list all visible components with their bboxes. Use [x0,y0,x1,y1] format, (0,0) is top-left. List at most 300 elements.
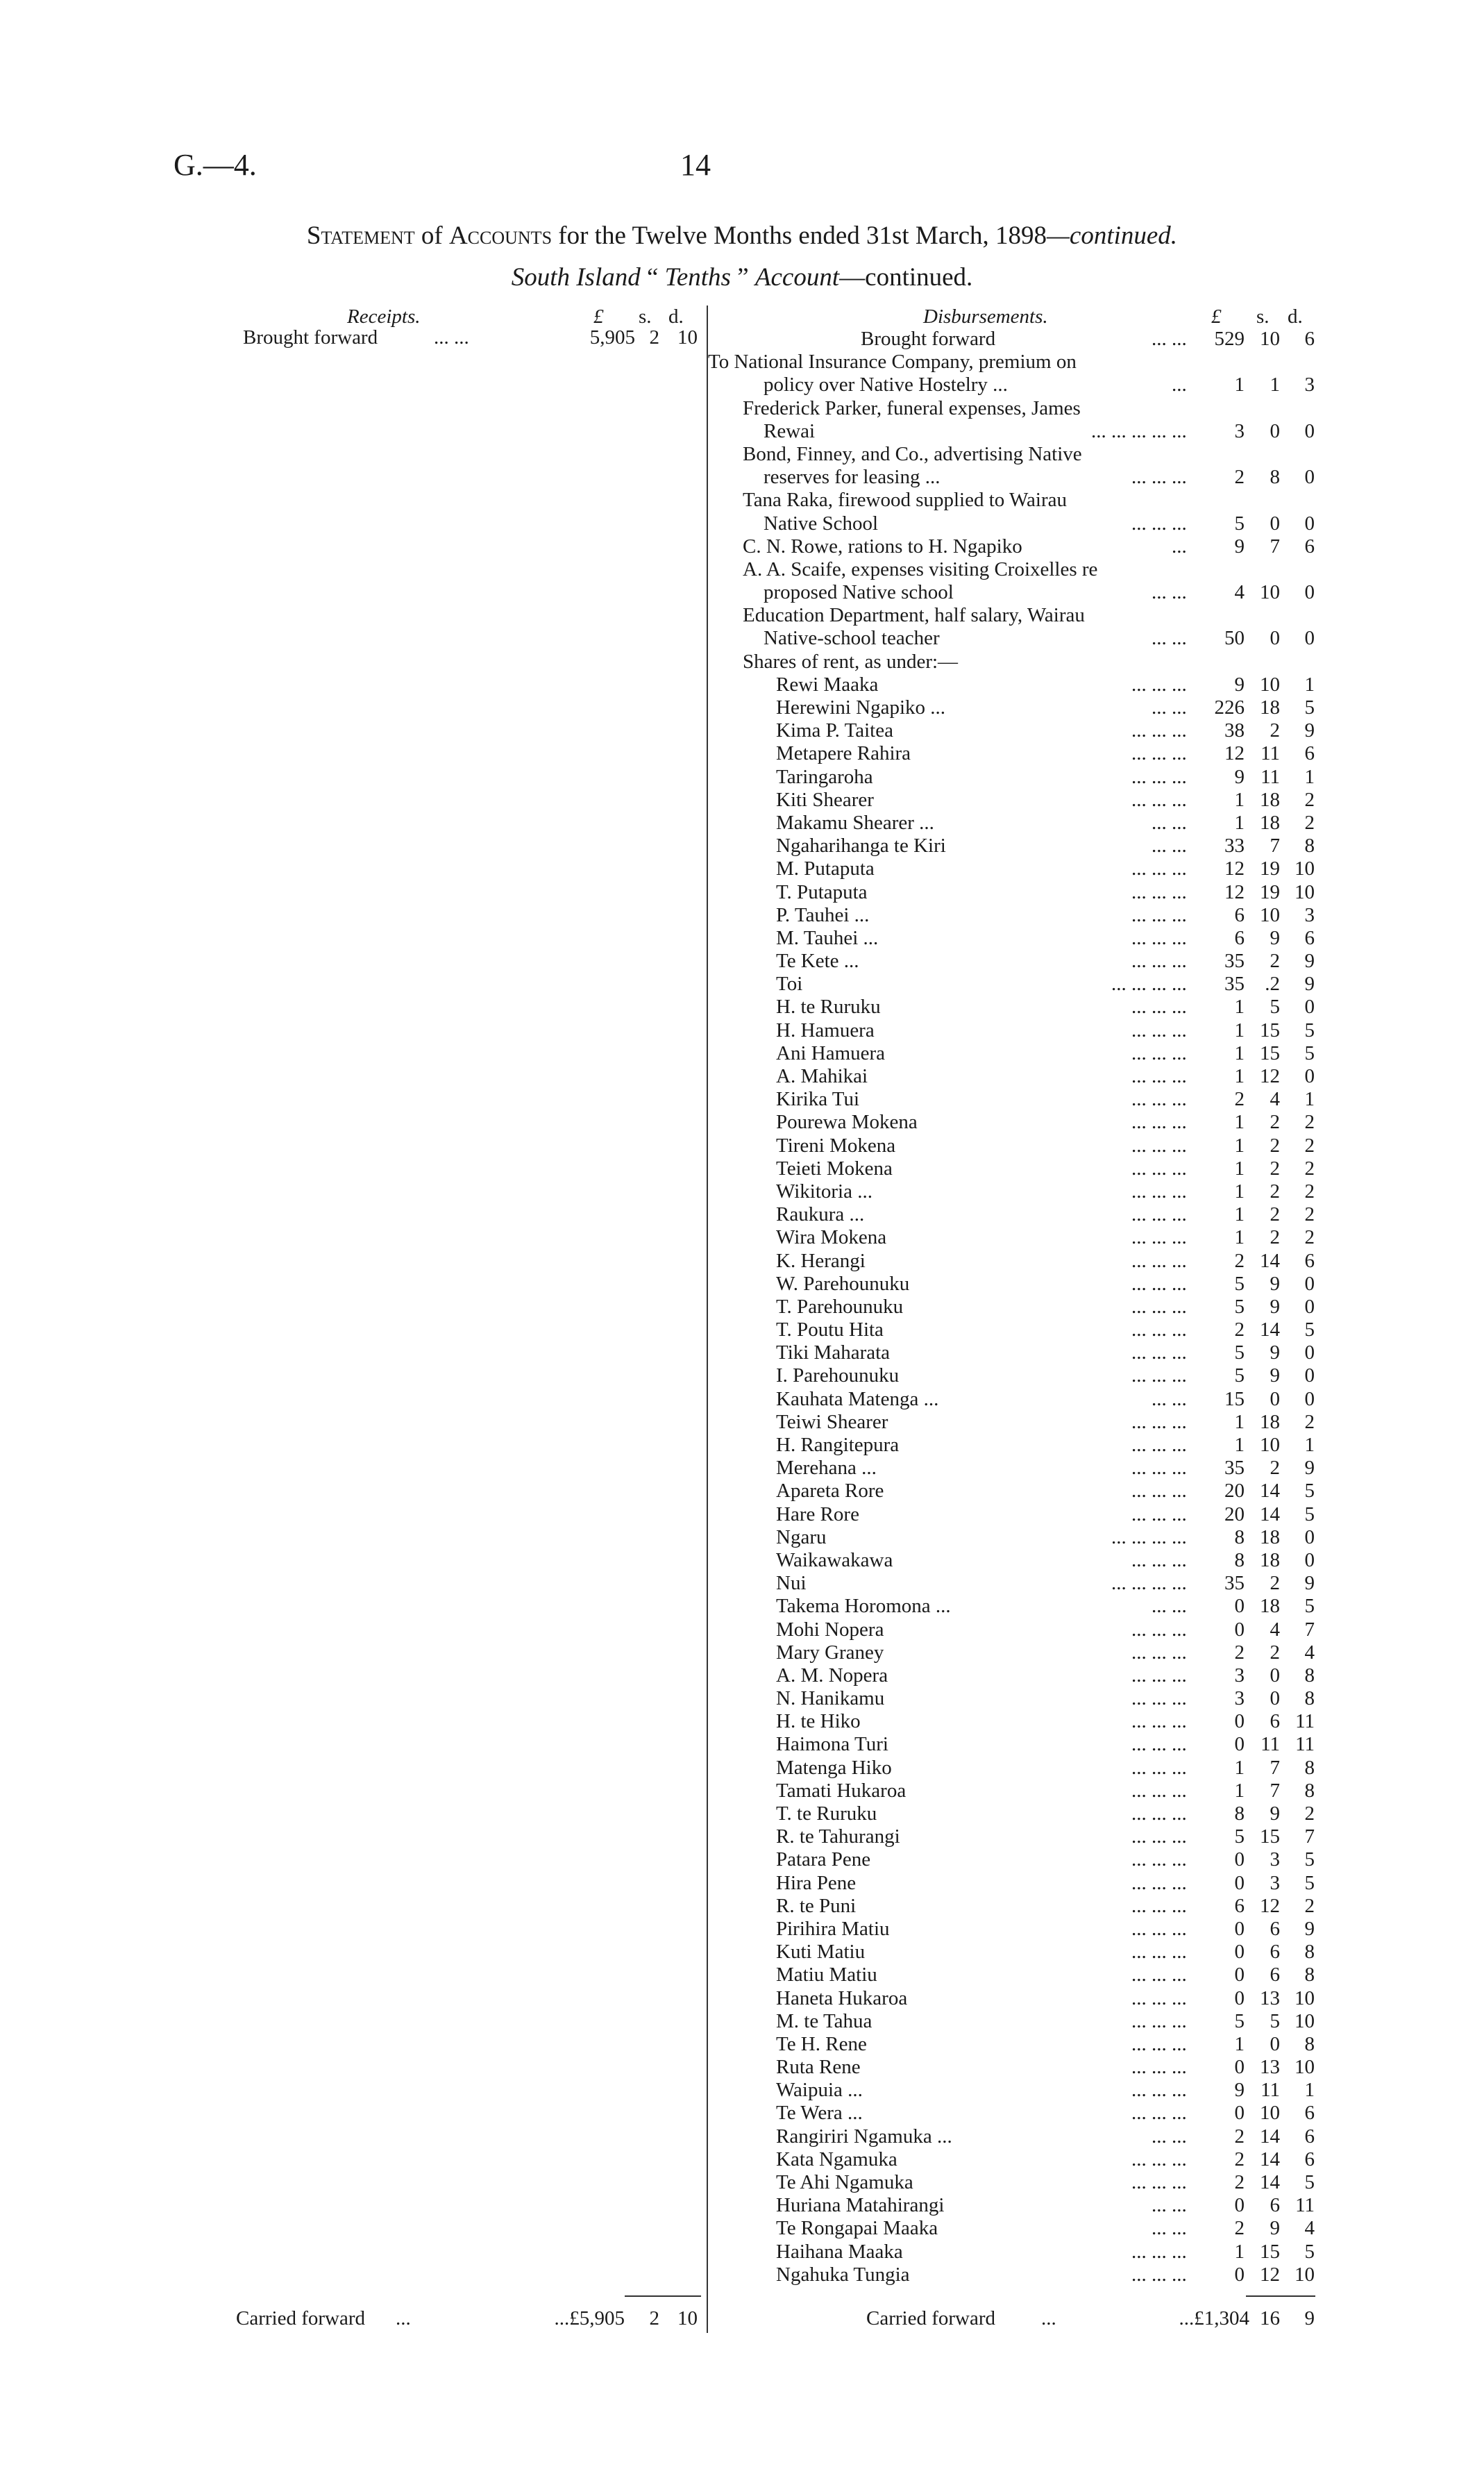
pence-value: 0 [1304,1295,1315,1318]
disbursement-row [708,1941,1333,1964]
disbursement-description: Pourewa Mokena [776,1111,918,1134]
pence-value: 2 [1304,1134,1315,1157]
pounds-value: 1 [1234,1041,1245,1064]
disbursement-row [708,1503,1333,1526]
leader-dots: ... ... [1152,627,1187,650]
leader-dots: ... ... ... ... [1111,1525,1187,1548]
pounds-value: 1 [1234,1065,1245,1087]
shillings-value: 12 [1260,2263,1280,2286]
disbursement-row [708,1135,1333,1157]
disbursement-description: A. Mahikai [776,1065,868,1087]
pounds-value: 5 [1234,1341,1245,1364]
leader-dots: ... ... ... [1131,1249,1187,1272]
disbursement-description: Brought forward [861,328,996,350]
disbursement-row [708,1641,1333,1664]
disbursement-row [708,2217,1333,2240]
pounds-value: 1 [1234,374,1245,396]
disbursement-row [708,535,1333,558]
pounds-value: 15 [1224,1387,1245,1410]
leader-dots: ... ... [1152,2217,1187,2240]
leader-dots: ... ... ... [1131,1825,1187,1848]
pounds-value: 20 [1224,1503,1245,1525]
pounds-value: 2 [1234,1319,1245,1341]
disbursement-description: policy over Native Hostelry ... [764,374,1008,396]
shillings-value: 0 [1270,627,1280,650]
disbursement-row [708,2079,1333,2102]
page-number: 14 [680,148,711,182]
pence-value: 5 [1304,1871,1315,1894]
page-code: G.—4. [174,148,257,182]
shillings-value: 7 [1270,1756,1280,1779]
disbursement-row [708,1319,1333,1341]
disbursement-row [708,696,1333,719]
disbursement-description: H. Hamuera [776,1019,875,1041]
disbursements-list [708,328,1333,2286]
shillings-value: 18 [1260,1595,1280,1618]
disbursement-row [708,651,1333,673]
pounds-value: 5 [1234,512,1245,535]
pence-value: 5 [1304,1503,1315,1525]
leader-dots: ... ... ... [1131,1941,1187,1964]
shillings-value: 0 [1270,1687,1280,1710]
disbursement-description: M. te Tahua [776,2009,872,2032]
pounds-value: 6 [1234,1894,1245,1917]
subtitle-part: Tenths [664,263,731,292]
pounds-value: 12 [1224,742,1245,765]
leader-dots: ... ... ... [1131,2009,1187,2032]
shillings-value: 9 [1270,1295,1280,1318]
pounds-value: 0 [1234,2056,1245,2079]
receipts-carried-forward-shillings: 2 [649,2307,659,2329]
disbursement-description: Kuti Matiu [776,1941,866,1964]
disbursement-description: Te Kete ... [776,950,859,973]
disbursements-carried-forward-shillings: 16 [1260,2307,1280,2329]
pence-value: 10 [1295,880,1315,903]
statement-title [0,221,1484,251]
leader-dots: ... ... [434,326,469,349]
disbursements-total-rule [1246,2295,1315,2297]
pence-value: 8 [1304,1964,1315,1986]
pence-value: 8 [1304,1687,1315,1710]
shillings-value: 15 [1260,1041,1280,1064]
shillings-value: 9 [1270,1802,1280,1825]
disbursement-description: Teiwi Shearer [776,1410,888,1433]
pounds-value: 50 [1224,627,1245,650]
shillings-value: 19 [1260,880,1280,903]
disbursement-row [708,1549,1333,1572]
disbursement-row [708,1457,1333,1480]
pounds-value: 1 [1234,2240,1245,2263]
disbursement-row [708,2033,1333,2056]
leader-dots: ... ... ... [1131,2240,1187,2263]
disbursement-description: Ruta Rene [776,2056,861,2079]
disbursement-description: Haimona Turi [776,1733,888,1756]
pounds-value: 9 [1234,535,1245,558]
leader-dots: ... ... ... [1131,857,1187,880]
shillings-value: 11 [1260,2079,1280,2102]
leader-dots: ... ... [1152,835,1187,857]
disbursement-description: Bond, Finney, and Co., advertising Native [743,442,1082,465]
shillings-value: 18 [1260,696,1280,719]
pence-value: 2 [1304,1226,1315,1249]
pounds-value: 8 [1234,1548,1245,1571]
pounds-value: 5 [1234,1364,1245,1387]
disbursement-row [708,1157,1333,1180]
leader-dots: ... ... [1152,1595,1187,1618]
leader-dots: ... ... ... [1131,1802,1187,1825]
disbursement-row [708,904,1333,927]
pounds-value: 226 [1214,696,1245,719]
shillings-value: 9 [1270,1341,1280,1364]
title-part: —continued. [1047,221,1178,250]
shillings-value: 7 [1270,1779,1280,1802]
pounds-value: 35 [1224,1572,1245,1595]
disbursement-description: Wira Mokena [776,1226,887,1249]
disbursements-heading: Disbursements. [923,306,1048,328]
leader-dots: ... ... ... ... [1111,1572,1187,1595]
pounds-value: 2 [1234,1088,1245,1111]
disbursements-shillings-header: s. [1256,306,1270,328]
shillings-value: 9 [1270,1272,1280,1295]
pounds-value: 9 [1234,765,1245,788]
pence-value: 6 [1304,535,1315,558]
pence-value: 2 [1304,1410,1315,1433]
pounds-value: 35 [1224,973,1245,996]
disbursement-description: W. Parehounuku [776,1272,910,1295]
disbursement-description: Ngaharihanga te Kiri [776,835,946,857]
disbursement-row [708,1802,1333,1825]
pence-value: 0 [1304,1548,1315,1571]
shillings-value: 14 [1260,2171,1280,2193]
pounds-value: 2 [1234,2125,1245,2148]
disbursement-row [708,1780,1333,1802]
pounds-value: 8 [1234,1802,1245,1825]
pence-value: 8 [1304,835,1315,857]
disbursement-row [708,558,1333,581]
leader-dots: ... ... [1152,811,1187,834]
receipts-heading: Receipts. [347,306,421,328]
disbursement-row [708,1273,1333,1296]
pence-value: 9 [1304,1572,1315,1595]
shillings-value: 6 [1270,1964,1280,1986]
disbursement-row [708,857,1333,880]
leader-dots: ... [396,2307,411,2329]
shillings-value: 15 [1260,2240,1280,2263]
leader-dots: ... ... ... [1131,1272,1187,1295]
disbursement-description: Shares of rent, as under:— [743,650,959,673]
leader-dots: ... ... ... [1131,1019,1187,1041]
pounds-value: 529 [1214,328,1245,350]
shillings-value: 10 [1260,581,1280,604]
shillings-value: 3 [1270,1871,1280,1894]
disbursement-row [708,1088,1333,1111]
pence-value: 2 [1304,1802,1315,1825]
leader-dots: ... ... ... [1131,996,1187,1019]
pence-value: 9 [1304,1457,1315,1480]
title-part: for the Twelve Months ended 31st March, 1898 [552,221,1047,250]
title-part: Accounts [448,221,553,250]
pence-value: 0 [1304,466,1315,489]
disbursements-pence-header: d. [1288,306,1303,328]
leader-dots: ... ... [1152,328,1187,350]
shillings-value: 8 [1270,466,1280,489]
disbursement-description: Matiu Matiu [776,1964,877,1986]
disbursement-description: P. Tauhei ... [776,903,870,926]
pounds-value: 1 [1234,1779,1245,1802]
pence-value: 2 [1304,1203,1315,1226]
disbursement-row [708,1872,1333,1895]
shillings-value: 6 [1270,2194,1280,2217]
disbursement-description: M. Putaputa [776,857,875,880]
disbursement-description: Teieti Mokena [776,1157,893,1180]
receipts-brought-forward-label: Brought forward [243,326,378,349]
shillings-value: .2 [1265,973,1280,996]
leader-dots: ... ... ... [1131,1756,1187,1779]
shillings-value: 9 [1270,2217,1280,2240]
leader-dots: ... ... ... [1131,2079,1187,2102]
disbursement-row [708,2148,1333,2171]
pounds-value: 38 [1224,719,1245,742]
pence-value: 5 [1304,1480,1315,1503]
shillings-value: 13 [1260,1986,1280,2009]
disbursement-description: Mary Graney [776,1641,884,1664]
pounds-value: 9 [1234,2079,1245,2102]
pence-value: 8 [1304,1664,1315,1687]
leader-dots: ... ... ... [1131,1134,1187,1157]
disbursement-row [708,351,1333,374]
disbursement-row [708,2194,1333,2217]
disbursement-description: Kiti Shearer [776,788,874,811]
shillings-value: 12 [1260,1894,1280,1917]
disbursement-description: Rewi Maaka [776,673,879,696]
pence-value: 5 [1304,1019,1315,1041]
leader-dots: ... [1172,374,1187,396]
pounds-value: 3 [1234,1687,1245,1710]
title-part: of [414,221,449,250]
disbursement-row [708,742,1333,765]
disbursement-description: I. Parehounuku [776,1364,900,1387]
leader-dots: ... ... ... [1131,1434,1187,1456]
receipts-pounds-header: £ [593,306,604,328]
leader-dots: ... ... ... [1131,880,1187,903]
pounds-value: 6 [1234,926,1245,949]
shillings-value: 14 [1260,2148,1280,2170]
shillings-value: 14 [1260,1503,1280,1525]
disbursement-description: Kauhata Matenga ... [776,1387,939,1410]
pence-value: 3 [1304,903,1315,926]
receipts-carried-forward-pence: 10 [677,2307,698,2329]
shillings-value: 11 [1260,765,1280,788]
receipts-brought-forward-pence: 10 [677,326,698,349]
pence-value: 9 [1304,973,1315,996]
shillings-value: 2 [1270,1134,1280,1157]
disbursement-row [708,1987,1333,2010]
pounds-value: 35 [1224,950,1245,973]
disbursement-description: Tiki Maharata [776,1341,891,1364]
disbursement-row [708,789,1333,812]
pounds-value: 1 [1234,2032,1245,2055]
shillings-value: 7 [1270,535,1280,558]
leader-dots: ... ... ... [1131,1319,1187,1341]
disbursement-row [708,673,1333,696]
leader-dots: ... ... ... [1131,1986,1187,2009]
leader-dots: ... [1041,2307,1056,2329]
leader-dots: ... ... ... [1131,1710,1187,1733]
shillings-value: 13 [1260,2056,1280,2079]
pounds-value: 0 [1234,1618,1245,1641]
pounds-value: 2 [1234,2217,1245,2240]
pence-value: 9 [1304,719,1315,742]
disbursement-description: Kirika Tui [776,1088,860,1111]
disbursement-row [708,374,1333,396]
disbursement-row [708,1364,1333,1387]
disbursement-description: Tamati Hukaroa [776,1779,907,1802]
pence-value: 6 [1304,926,1315,949]
pence-value: 5 [1304,2171,1315,2193]
leader-dots: ... ... ... [1131,1687,1187,1710]
disbursement-row [708,1226,1333,1249]
disbursement-description: Apareta Rore [776,1480,884,1503]
pence-value: 2 [1304,1180,1315,1203]
shillings-value: 0 [1270,1664,1280,1687]
leader-dots: ... ... [1152,2125,1187,2148]
leader-dots: ... ... ... [1131,1733,1187,1756]
disbursement-description: H. te Ruruku [776,996,881,1019]
receipts-pence-header: d. [668,306,684,328]
disbursement-row [708,2241,1333,2264]
shillings-value: 18 [1260,1410,1280,1433]
disbursement-row [708,397,1333,420]
shillings-value: 5 [1270,2009,1280,2032]
disbursement-row [708,1895,1333,1918]
disbursement-description: Waikawakawa [776,1548,893,1571]
shillings-value: 18 [1260,1525,1280,1548]
pounds-value: 1 [1234,1756,1245,1779]
receipts-carried-forward-amount: ...£5,905 [554,2307,625,2329]
subtitle-part: —continued. [839,263,973,292]
disbursement-description: M. Tauhei ... [776,926,879,949]
disbursement-description: H. te Hiko [776,1710,861,1733]
disbursement-description: Taringaroha [776,765,873,788]
shillings-value: 2 [1270,1457,1280,1480]
subtitle-part: “ [640,263,665,292]
pounds-value: 9 [1234,673,1245,696]
receipts-brought-forward-pounds: 5,905 [589,326,635,349]
disbursement-description: Ngaru [776,1525,827,1548]
disbursement-description: Kata Ngamuka [776,2148,897,2170]
disbursement-description: Native School [764,512,879,535]
disbursement-row [708,1296,1333,1319]
shillings-value: 7 [1270,835,1280,857]
pence-value: 2 [1304,1894,1315,1917]
shillings-value: 2 [1270,1203,1280,1226]
pounds-value: 2 [1234,466,1245,489]
subtitle-part: ” [730,263,755,292]
leader-dots: ... ... ... [1131,1180,1187,1203]
leader-dots: ... ... ... [1131,1964,1187,1986]
leader-dots: ... ... ... [1131,742,1187,765]
shillings-value: 14 [1260,2125,1280,2148]
shillings-value: 6 [1270,1941,1280,1964]
shillings-value: 14 [1260,1249,1280,1272]
disbursement-description: A. M. Nopera [776,1664,888,1687]
leader-dots: ... ... ... [1131,1848,1187,1871]
disbursement-description: Matenga Hiko [776,1756,892,1779]
leader-dots: ... ... ... [1131,1410,1187,1433]
leader-dots: ... ... ... [1131,2102,1187,2125]
pounds-value: 1 [1234,996,1245,1019]
disbursement-row [708,1065,1333,1088]
disbursement-description: Patara Pene [776,1848,871,1871]
disbursement-description: Waipuia ... [776,2079,863,2102]
pounds-value: 12 [1224,880,1245,903]
pence-value: 1 [1304,765,1315,788]
pounds-value: 0 [1234,1595,1245,1618]
shillings-value: 10 [1260,903,1280,926]
disbursement-description: Haihana Maaka [776,2240,903,2263]
shillings-value: 2 [1270,1226,1280,1249]
leader-dots: ... ... [1152,696,1187,719]
pence-value: 6 [1304,742,1315,765]
pence-value: 6 [1304,1249,1315,1272]
disbursement-row [708,996,1333,1019]
disbursement-row [708,1825,1333,1848]
disbursement-description: Pirihira Matiu [776,1917,890,1940]
disbursement-row [708,489,1333,512]
shillings-value: 10 [1260,328,1280,350]
shillings-value: 11 [1260,742,1280,765]
receipts-brought-forward-shillings: 2 [649,326,659,349]
shillings-value: 18 [1260,811,1280,834]
disbursement-description: Raukura ... [776,1203,865,1226]
disbursement-description: Merehana ... [776,1457,877,1480]
leader-dots: ... ... ... [1131,1664,1187,1687]
leader-dots: ... ... [1152,2194,1187,2217]
disbursement-description: T. te Ruruku [776,1802,877,1825]
disbursement-row [708,1526,1333,1549]
leader-dots: ... ... ... [1131,466,1187,489]
disbursement-description: Native-school teacher [764,627,940,650]
pence-value: 6 [1304,328,1315,350]
shillings-value: 10 [1260,673,1280,696]
disbursement-description: Frederick Parker, funeral expenses, James [743,396,1081,419]
leader-dots: ... ... ... [1131,2032,1187,2055]
leader-dots: ... ... ... [1131,673,1187,696]
pence-value: 8 [1304,1941,1315,1964]
pounds-value: 35 [1224,1457,1245,1480]
receipts-carried-forward-row [396,2307,708,2330]
shillings-value: 10 [1260,1434,1280,1456]
disbursement-row [708,627,1333,650]
pounds-value: 5 [1234,2009,1245,2032]
pence-value: 9 [1304,1917,1315,1940]
shillings-value: 2 [1270,1157,1280,1180]
disbursement-row [708,1572,1333,1595]
pounds-value: 2 [1234,2171,1245,2193]
pounds-value: 33 [1224,835,1245,857]
disbursement-row [708,1019,1333,1042]
leader-dots: ... ... ... [1131,2148,1187,2170]
pounds-value: 5 [1234,1825,1245,1848]
leader-dots: ... ... [1152,581,1187,604]
pence-value: 0 [1304,581,1315,604]
disbursement-row [708,1687,1333,1710]
disbursement-description: T. Putaputa [776,880,868,903]
pence-value: 2 [1304,1157,1315,1180]
disbursement-row [708,466,1333,489]
pence-value: 5 [1304,1848,1315,1871]
disbursement-description: Tireni Mokena [776,1134,896,1157]
